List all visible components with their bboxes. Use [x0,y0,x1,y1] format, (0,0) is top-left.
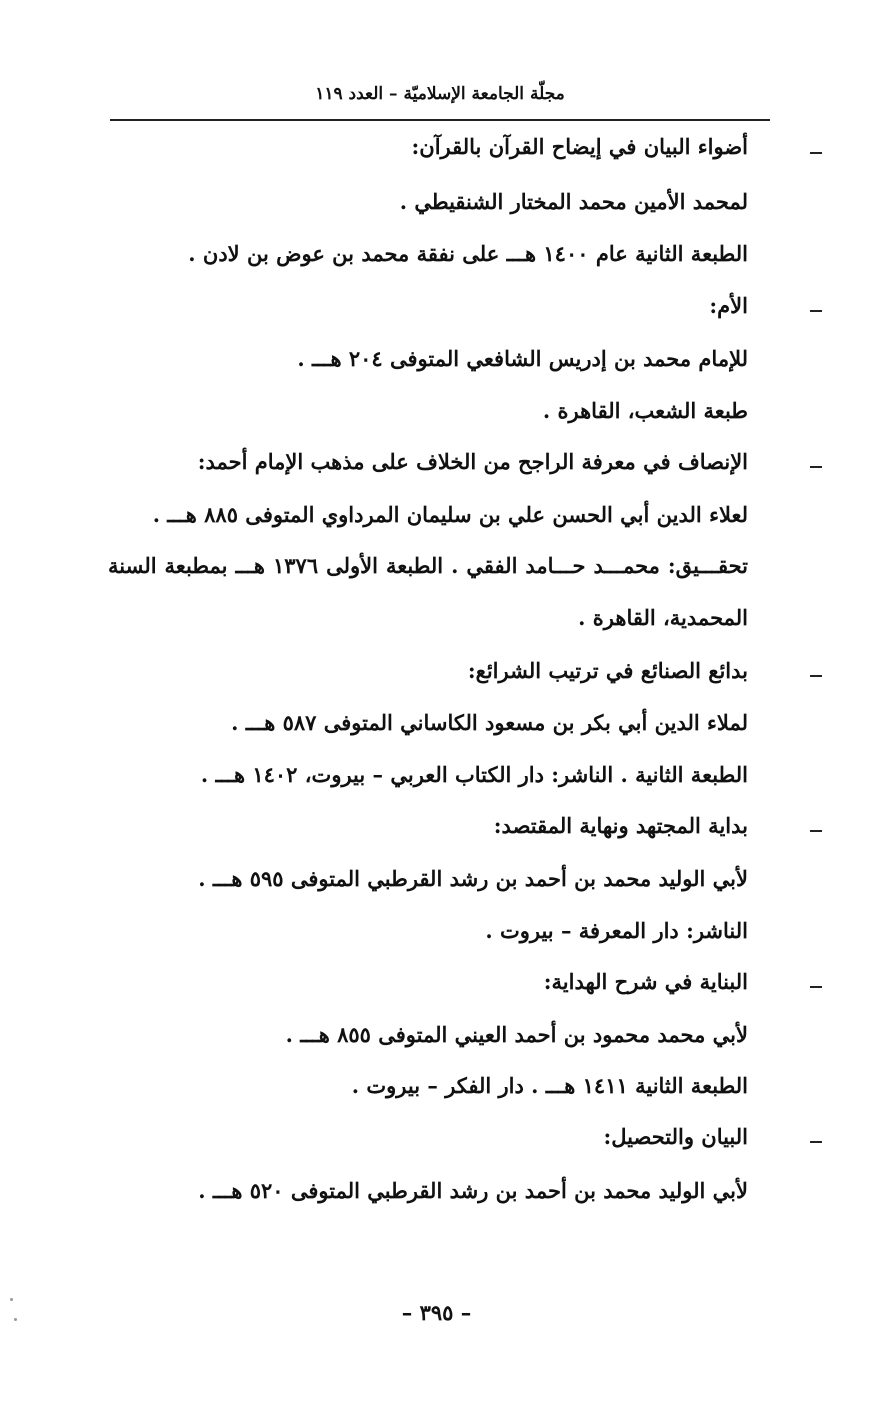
entry-line: طبعة الشعب، القاهرة . [542,398,748,423]
entry-title: بدائع الصنائع في ترتيب الشرائع: [467,658,748,683]
bullet-dash [810,675,822,677]
entry-line: الطبعة الثانية عام ١٤٠٠ هـــ على نفقة محمد بن عوض بن لادن . [188,241,748,266]
page-number: – ٣٩٥ – [401,1300,472,1325]
bullet-dash [810,310,822,312]
entry-title: أضواء البيان في إيضاح القرآن بالقرآن: [411,134,748,159]
running-head: مجلّة الجامعة الإسلاميّة – العدد ١١٩ [315,84,565,104]
entry-title: بداية المجتهد ونهاية المقتصد: [493,813,748,838]
entry-line: المحمدية، القاهرة . [578,605,748,630]
entry-line: لمحمد الأمين محمد المختار الشنقيطي . [399,189,748,214]
header-rule [110,119,770,121]
entry-line: لعلاء الدين أبي الحسن علي بن سليمان المرداوي المتوفى ٨٨٥ هـــ . [152,502,748,527]
entry-line: الطبعة الثانية . الناشر: دار الكتاب العربي – بيروت، ١٤٠٢ هـــ . [200,762,748,787]
entry-line: لملاء الدين أبي بكر بن مسعود الكاساني المتوفى ٥٨٧ هـــ . [231,710,748,735]
scan-speck [10,1298,13,1301]
bullet-dash [810,830,822,832]
entry-line: لأبي محمد محمود بن أحمد العيني المتوفى ٨٥٥ هـــ . [285,1022,748,1047]
scan-speck [14,1318,17,1321]
bullet-dash [810,986,822,988]
entry-line: للإمام محمد بن إدريس الشافعي المتوفى ٢٠٤ هـــ . [297,346,748,371]
entry-title: البيان والتحصيل: [603,1124,748,1149]
entry-title: البناية في شرح الهداية: [543,969,748,994]
bullet-dash [810,466,822,468]
entry-line: لأبي الوليد محمد بن أحمد بن رشد القرطبي المتوفى ٥٩٥ هـــ . [198,866,748,891]
bullet-dash [810,152,822,154]
entry-line: الطبعة الثانية ١٤١١ هـــ . دار الفكر – بيروت . [351,1073,748,1098]
entry-line: تحقـــيق: محمـــد حـــامد الفقي . الطبعة الأولى ١٣٧٦ هـــ بمطبعة السنة [108,553,748,578]
bullet-dash [810,1141,822,1143]
entry-title: الأم: [709,293,748,318]
entry-line: الناشر: دار المعرفة – بيروت . [485,918,748,943]
entry-title: الإنصاف في معرفة الراجح من الخلاف على مذهب الإمام أحمد: [197,449,748,474]
entry-line: لأبي الوليد محمد بن أحمد بن رشد القرطبي المتوفى ٥٢٠ هـــ . [198,1178,748,1203]
